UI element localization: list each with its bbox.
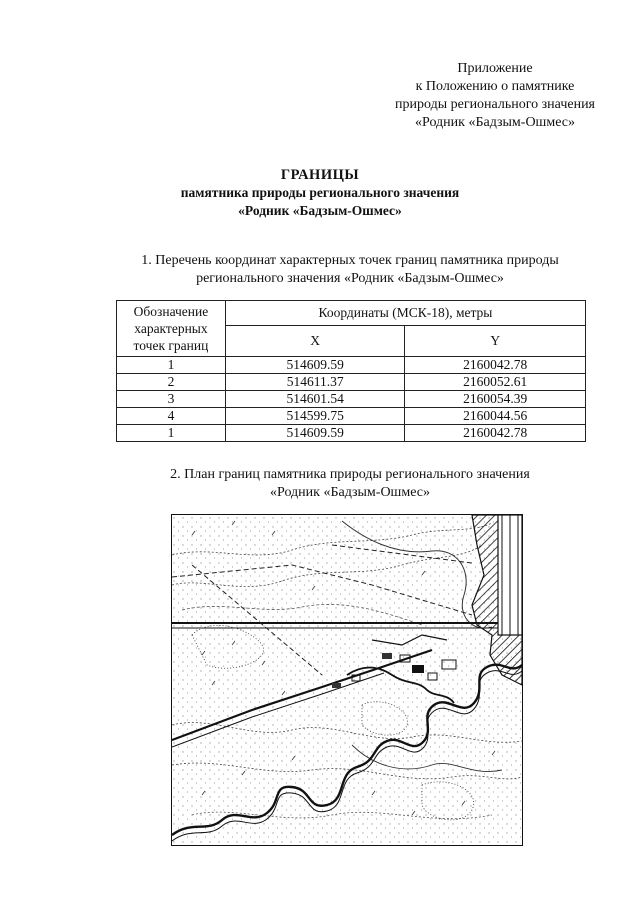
- document-title: ГРАНИЦЫ: [280, 167, 360, 183]
- x-value: 514601.54: [225, 391, 405, 408]
- appendix-block: [380, 60, 610, 132]
- y-value: 2160054.39: [405, 391, 586, 408]
- coordinates-table: [116, 300, 586, 442]
- x-value: 514609.59: [225, 357, 405, 374]
- point-number: 1: [117, 425, 226, 442]
- y-value: 2160052.61: [405, 374, 586, 391]
- table-row: [117, 408, 586, 425]
- document-subtitle-1: памятника природы регионального значения: [180, 185, 460, 200]
- appendix-line-4: «Родник «Бадзым-Ошмес»: [415, 115, 575, 130]
- table-row: [117, 425, 586, 442]
- table-row: [117, 357, 586, 374]
- section-1-line-1: 1. Перечень координат характерных точек границ памятника природы: [141, 253, 559, 268]
- section-2-line-1: 2. План границ памятника природы регионального значения: [170, 467, 530, 482]
- x-value: 514609.59: [225, 425, 405, 442]
- point-designation-header: Обозначение характерных точек границ: [117, 301, 226, 357]
- appendix-line-1: Приложение: [457, 61, 533, 76]
- point-number: 2: [117, 374, 226, 391]
- x-column-header: X: [225, 326, 405, 357]
- coordinates-header: Координаты (МСК-18), метры: [225, 301, 585, 326]
- x-value: 514599.75: [225, 408, 405, 425]
- point-number: 3: [117, 391, 226, 408]
- y-value: 2160042.78: [405, 425, 586, 442]
- point-number: 1: [117, 357, 226, 374]
- y-value: 2160042.78: [405, 357, 586, 374]
- appendix-line-2: к Положению о памятнике: [415, 79, 575, 94]
- document-subtitle-2: «Родник «Бадзым-Ошмес»: [238, 203, 402, 218]
- section-1-heading: [90, 252, 610, 288]
- document-heading: [0, 166, 640, 220]
- x-value: 514611.37: [225, 374, 405, 391]
- section-2-line-2: «Родник «Бадзым-Ошмес»: [270, 485, 430, 500]
- section-2-heading: [90, 466, 610, 502]
- table-row: [117, 391, 586, 408]
- y-value: 2160044.56: [405, 408, 586, 425]
- appendix-line-3: природы регионального значения: [395, 97, 595, 112]
- boundary-plan-map: [171, 514, 523, 846]
- y-column-header: Y: [405, 326, 586, 357]
- section-1-line-2: регионального значения «Родник «Бадзым-Ошмес»: [196, 271, 504, 286]
- table-row: [117, 374, 586, 391]
- point-number: 4: [117, 408, 226, 425]
